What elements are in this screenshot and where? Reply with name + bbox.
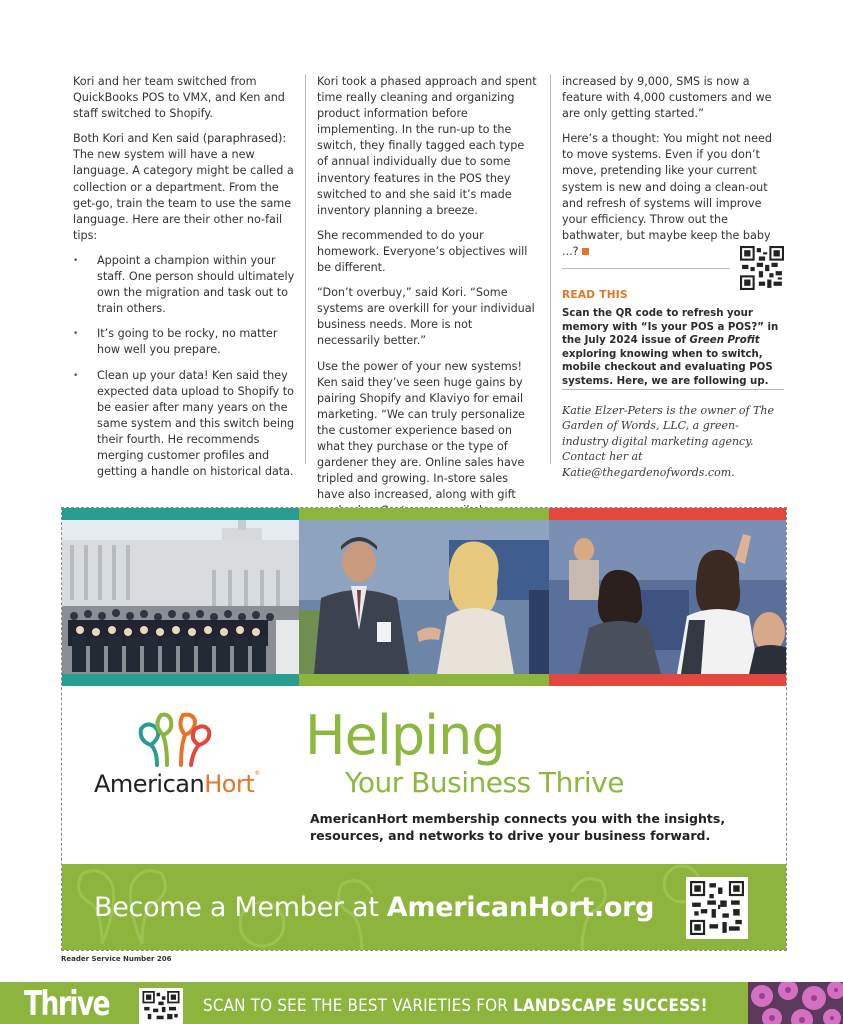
americanhort-logo-icon [137, 711, 213, 769]
read-this-label: READ THIS [562, 289, 628, 301]
read-this-body [562, 307, 786, 389]
paragraph: “Don’t overbuy,” said Kori. “Some systems are overkill for your individual business needs. More is not necessarily better.” [317, 286, 535, 348]
paragraph: Kori and her team switched from QuickBooks POS to VMX, and Ken and staff switched to Shopify. [73, 75, 285, 121]
tips-list [73, 253, 295, 480]
read-this-text: exploring knowing when to switch, mobile checkout and evaluating POS systems. Here, we are following up. [562, 348, 773, 387]
magazine-name: Green Profit [689, 335, 760, 347]
paragraph: She recommended to do your homework. Everyone’s objectives will be different. [317, 228, 528, 275]
logo-word: American [94, 770, 205, 798]
ad-subheadline: Your Business Thrive [345, 766, 624, 799]
color-stripe [62, 508, 299, 520]
member-cta-text [94, 892, 654, 923]
divider [562, 268, 730, 269]
scan-cta-text [203, 996, 708, 1015]
read-this-text: Scan the QR code to refresh your memory with “Is your POS a POS?” in the July 2024 issue of [562, 308, 779, 347]
paragraph: Both Kori and Ken said (paraphrased): The new system will have a new language. A category might be called a collection or a department. From the get-go, train the team to use the same language. Here are their other no-fail tips: [73, 132, 294, 242]
divider [562, 389, 784, 390]
article-column-1 [73, 74, 295, 489]
article-column-2 [317, 74, 537, 528]
paragraph: Use the power of your new systems! Ken said they’ve seen huge gains by pairing Shopify and Klaviyo for email marketing. “We can truly personalize the customer experience based on what they purchase or the type of gardener they are. Online sales have tripled and growing. In-store sales have also increased, along with gift [317, 359, 525, 502]
color-stripe [299, 508, 549, 520]
ad-copy: AmericanHort membership connects you with the insights, resources, and networks to drive your business forward. [310, 811, 726, 843]
color-stripe [549, 508, 787, 520]
color-stripe [299, 674, 549, 686]
americanhort-logo-text [94, 770, 260, 798]
capitol-group-photo [62, 520, 299, 674]
column-divider [550, 74, 551, 464]
petunia-flowers-photo [748, 982, 843, 1024]
qr-code-icon[interactable] [139, 988, 183, 1024]
color-stripe [62, 674, 299, 686]
list-item: • Appoint a champion within your staff. One person should ultimately own the migration and task out to train others. [73, 253, 295, 317]
americanhort-url-link[interactable]: AmericanHort.org [386, 892, 655, 923]
member-cta: Become a Member at [94, 892, 387, 923]
logo-word-accent: Hort [204, 770, 255, 798]
audience-photo [549, 520, 787, 674]
color-stripe [549, 674, 787, 686]
author-bio: Katie Elzer-Peters is the owner of The Garden of Words, LLC, a green-industry digital marketing agency. Contact her at Katie@thegardenofwords.com. [562, 404, 774, 479]
list-item: • It’s going to be rocky, no matter how well you prepare. [73, 326, 295, 358]
scan-cta: SCAN TO SEE THE BEST VARIETIES FOR [203, 996, 514, 1015]
qr-code-icon[interactable] [740, 246, 784, 290]
column-divider [305, 74, 306, 464]
thrive-logo: Thrive [24, 984, 110, 1024]
end-mark-icon [582, 248, 589, 255]
paragraph-text: Here’s a thought: You might not need to move systems. Even if you don’t move, pretending like your current system is new and doing a clean-out and refresh of systems will improve your efficiency. Throw out the bathwater, but maybe keep the baby ...? [562, 132, 773, 258]
article-column-3 [562, 74, 784, 269]
paragraph: increased by 9,000, SMS is now a feature with 4,000 customers and we are only getting started.” [562, 75, 772, 121]
scan-cta-bold: LANDSCAPE SUCCESS! [513, 996, 708, 1015]
networking-photo [299, 520, 549, 674]
ad-headline: Helping [305, 704, 505, 767]
paragraph [562, 131, 784, 260]
americanhort-ad[interactable] [61, 507, 787, 951]
trademark-icon: ® [254, 770, 260, 777]
paragraph: Kori took a phased approach and spent time really cleaning and organizing product information before implementing. In the run-up to the switch, they finally tagged each type of annual individually due to some inventory features in the POS they switched to and she said it’s made inventory planning a breeze. [317, 75, 537, 217]
reader-service-number: Reader Service Number 206 [61, 955, 172, 963]
qr-code-icon[interactable] [686, 877, 748, 939]
list-item: • Clean up your data! Ken said they expected data upload to Shopify to be easier after many years on the same system and this switch being their fourth. He recommends merging customer profiles and getting a handle on historical data. [73, 368, 295, 481]
